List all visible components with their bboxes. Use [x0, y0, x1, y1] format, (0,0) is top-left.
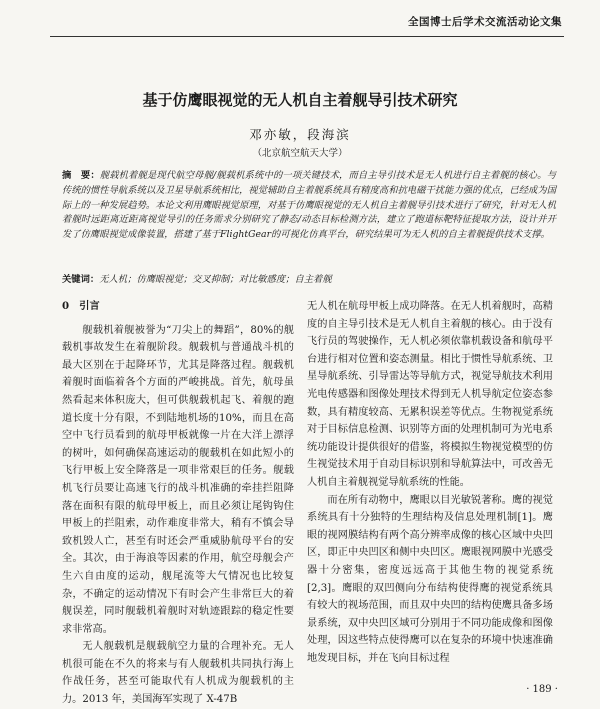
body-paragraph: 舰载机着舰被誉为“刀尖上的舞蹈”，80%的舰载机事故发生在着舰阶段。舰载机与普通战斗机的最大区别在于起降环节，尤其是降落过程。舰载机着舰时面临着各个方面的严峻挑战。首先，航母虽然看起来体积庞大，但可供舰载机起飞、着舰的跑道长度十分有限，不到陆地机场的10%，而且在高空中飞行员看到的航母甲板就像一片在大洋上漂浮的树叶，如何确保高速运动的舰载机在如此短小的飞行甲板上安全降落是一项非常艰巨的任务。舰载机飞行员要让高速飞行的战斗机准确的牵挂拦阻降落在面积有限的航母甲板上，而且必须让尾钩钩住甲板上的拦阻索，动作难度非常大，稍有不慎会导致机毁人亡，甚至有时还会严重威胁航母平台的安全。其次，由于海浪等因素的作用，航空母舰会产生六自由度的运动，舰尾流等大气情况也比较复杂，不确定的运动情况下有时会产生非常巨大的着舰误差，同时舰载机着舰时对轨迹跟踪的稳定性要求非常高。: [62, 324, 294, 635]
header-rule: [50, 36, 564, 37]
abstract-text: 舰载机着舰是现代航空母舰/舰载机系统中的一项关键技术，而自主导引技术是无人机进行自主着舰的核心。与传统的惯性导航系统以及卫星导航系统相比，视觉辅助自主着舰系统具有精度高和抗电磁干扰能力强的优点，已经成为国际上的一种发展趋势。本论文利用鹰眼视觉原理，对基于仿鹰眼视觉的无人机自主着舰导引技术进行了研究，针对无人机着舰时远距离近距离视觉导引的任务需求分别研究了静态/动态目标检测方法，建立了跑道标靶特征提取方法，设计并开发了仿鹰眼视觉成像装置，搭建了基于FlightGear的可视化仿真平台，研究结果可为无人机的自主着舰提供技术支撑。: [62, 170, 556, 241]
page-number: · 189 ·: [526, 684, 558, 695]
right-column: [307, 298, 553, 667]
body-paragraph: 无人机在航母甲板上成功降落。在无人机着舰时，高精度的自主导引技术是无人机自主着舰的核心。由于没有飞行员的驾驶操作，无人机必须依靠机载设备和航母平台进行相对位置和姿态测量。相比于惯性导航系统、卫星导航系统、引导雷达等导航方式，视觉导航技术利用光电传感器和图像处理技术得到无人机导航定位姿态参数，具有精度较高、无累积误差等优点。生物视觉系统对于目标信息检测、识别等方面的处理机制可为光电系统功能设计提供很好的借鉴，将模拟生物视觉模型的仿生视觉技术用于自动目标识别和导航算法中，可改善无人机自主着舰视觉导航系统的性能。: [307, 301, 553, 488]
journal-header: 全国博士后学术交流活动论文集: [408, 16, 562, 28]
keywords-text: 无人机；仿鹰眼视觉；交叉抑制；对比敏感度；自主着舰: [99, 274, 332, 285]
paper-title: 基于仿鹰眼视觉的无人机自主着舰导引技术研究: [142, 91, 458, 109]
keywords: [62, 273, 556, 287]
section-heading: 0 引言: [62, 300, 100, 312]
paper-affiliation: （北京航空航天大学）: [252, 148, 348, 159]
left-column: [62, 298, 294, 709]
abstract: [62, 169, 556, 243]
keywords-label: 关键词：: [62, 274, 100, 285]
paper-authors: 邓亦敏，段海滨: [249, 127, 351, 142]
body-paragraph: 而在所有动物中，鹰眼以目光敏锐著称。鹰的视觉系统具有十分独特的生理结构及信息处理机制[1]。鹰眼的视网膜结构有两个高分辨率成像的核心区域中央凹区，即正中央凹区和侧中央凹区。鹰眼视网膜中光感受器十分密集，密度远远高于其他生物的视觉系统[2,3]。鹰眼的双凹侧向分布结构使得鹰的视觉系统具有较大的视场范围，而且双中央凹的结构使鹰具备多场景系统，双中央凹区域可分别用于不同功能成像和图像处理，因这些特点使得鹰可以在复杂的环境中快速准确地发现目标，并在飞向目标过程: [307, 494, 553, 664]
abstract-label: 摘 要：: [62, 170, 100, 181]
body-paragraph: 无人舰载机是舰载航空力量的合理补充。无人机很可能在不久的将来与有人舰载机共同执行海上作战任务，甚至可能取代有人机成为舰载机的主力。2013 年，美国海军实现了 X-47B: [62, 641, 294, 706]
